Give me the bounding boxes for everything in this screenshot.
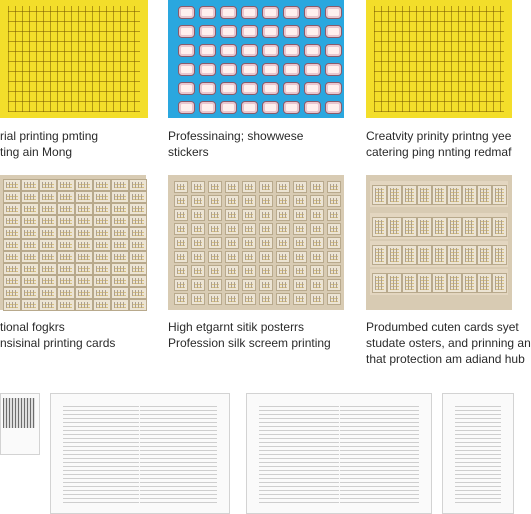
poster-tile xyxy=(259,293,273,305)
poster-tile xyxy=(293,223,307,235)
card-tile xyxy=(21,203,39,215)
poster-tile xyxy=(174,223,188,235)
photo-collage-icon xyxy=(3,398,35,428)
sticker-tile xyxy=(262,63,279,76)
poster-tile xyxy=(327,223,341,235)
sticker-tile xyxy=(325,44,342,57)
shelf-item xyxy=(477,217,492,237)
poster-tile xyxy=(276,223,290,235)
poster-tile xyxy=(191,251,205,263)
poster-tile xyxy=(225,209,239,221)
shelf-item xyxy=(387,245,402,265)
poster-tile xyxy=(174,279,188,291)
sticker-tile xyxy=(304,63,321,76)
card-tile xyxy=(129,227,147,239)
shelf-item xyxy=(432,245,447,265)
poster-tile xyxy=(242,251,256,263)
shelf-item xyxy=(477,185,492,205)
gallery-card-6[interactable] xyxy=(366,175,531,366)
poster-tile xyxy=(310,279,324,291)
sticker-tile xyxy=(220,63,237,76)
card-tile xyxy=(57,251,75,263)
sticker-tile xyxy=(325,6,342,19)
card-tile xyxy=(111,215,129,227)
shelf-item xyxy=(447,217,462,237)
sticker-tile xyxy=(325,63,342,76)
document-thumbnail[interactable] xyxy=(246,393,432,514)
printed-cards-thumbnail[interactable] xyxy=(0,175,146,310)
shelf-item xyxy=(447,273,462,293)
sticker-tile xyxy=(283,63,300,76)
card-tile xyxy=(39,299,57,311)
card-tile xyxy=(21,191,39,203)
poster-tile xyxy=(259,237,273,249)
gallery-card-4[interactable] xyxy=(0,175,150,355)
poster-tile xyxy=(208,223,222,235)
sticker-tile xyxy=(199,63,216,76)
poster-tile xyxy=(174,209,188,221)
poster-tile xyxy=(327,251,341,263)
poster-tile xyxy=(276,279,290,291)
sticker-tile xyxy=(199,6,216,19)
poster-tile xyxy=(208,209,222,221)
poster-tile xyxy=(208,195,222,207)
card-tile xyxy=(21,275,39,287)
shelf-item xyxy=(432,185,447,205)
card-tile xyxy=(111,263,129,275)
card-tile xyxy=(93,227,111,239)
card-caption: High etgarnt sitik posterrs Profession silk screem printing xyxy=(168,320,331,350)
card-tile xyxy=(3,227,21,239)
shelf-item xyxy=(372,185,387,205)
sticker-tile xyxy=(178,63,195,76)
document-thumbnail[interactable] xyxy=(442,393,514,514)
card-tile xyxy=(111,191,129,203)
card-tile xyxy=(129,203,147,215)
shelf-item xyxy=(417,273,432,293)
sticker-tile xyxy=(178,101,195,114)
card-caption: tional fogkrs nsisinal printing cards xyxy=(0,320,116,350)
gallery-card-3[interactable] xyxy=(366,0,512,165)
card-tile xyxy=(93,215,111,227)
card-tile xyxy=(3,299,21,311)
sticker-tile xyxy=(304,82,321,95)
shelf-item xyxy=(432,273,447,293)
sticker-tile xyxy=(262,25,279,38)
card-tile xyxy=(21,239,39,251)
shelf-item xyxy=(402,245,417,265)
poster-tile xyxy=(259,251,273,263)
card-tile xyxy=(21,299,39,311)
poster-tile xyxy=(174,181,188,193)
poster-tile xyxy=(242,265,256,277)
sticker-tile xyxy=(262,101,279,114)
sticker-tile xyxy=(220,82,237,95)
sticker-tile xyxy=(178,25,195,38)
poster-tile xyxy=(293,265,307,277)
sticker-tile xyxy=(220,101,237,114)
display-shelf-thumbnail[interactable] xyxy=(366,175,512,310)
sticker-tile xyxy=(283,6,300,19)
card-tile xyxy=(39,287,57,299)
poster-tile xyxy=(276,195,290,207)
sticker-tile xyxy=(283,101,300,114)
poster-tile xyxy=(310,251,324,263)
card-tile xyxy=(3,251,21,263)
card-tile xyxy=(111,299,129,311)
shelf-item xyxy=(447,185,462,205)
card-tile xyxy=(21,215,39,227)
poster-tile xyxy=(225,279,239,291)
card-tile xyxy=(93,251,111,263)
poster-tile xyxy=(293,293,307,305)
card-tile xyxy=(21,287,39,299)
card-tile xyxy=(3,179,21,191)
card-tile xyxy=(129,299,147,311)
card-tile xyxy=(21,263,39,275)
poster-tile xyxy=(191,265,205,277)
card-tile xyxy=(57,299,75,311)
card-tile xyxy=(57,215,75,227)
gallery-card-2[interactable] xyxy=(168,0,348,165)
card-tile xyxy=(75,215,93,227)
shelf-item xyxy=(372,245,387,265)
card-tile xyxy=(39,227,57,239)
poster-tile xyxy=(242,209,256,221)
poster-tile xyxy=(310,181,324,193)
shelf-item xyxy=(462,217,477,237)
poster-tile xyxy=(174,251,188,263)
card-tile xyxy=(75,191,93,203)
poster-tile xyxy=(293,209,307,221)
poster-tile xyxy=(327,279,341,291)
shelf-item xyxy=(387,273,402,293)
card-tile xyxy=(57,287,75,299)
poster-tile xyxy=(259,279,273,291)
sticker-tile xyxy=(178,82,195,95)
poster-tile xyxy=(191,237,205,249)
poster-tile xyxy=(208,181,222,193)
card-tile xyxy=(111,227,129,239)
sticker-tile xyxy=(220,6,237,19)
card-tile xyxy=(93,239,111,251)
card-tile xyxy=(111,239,129,251)
card-tile xyxy=(3,239,21,251)
card-tile xyxy=(57,227,75,239)
sticker-tile xyxy=(199,82,216,95)
card-tile xyxy=(39,251,57,263)
shelf-item xyxy=(387,217,402,237)
card-tile xyxy=(93,179,111,191)
card-tile xyxy=(111,251,129,263)
card-tile xyxy=(39,275,57,287)
card-tile xyxy=(75,299,93,311)
card-caption: Produmbed cuten cards syet studate osters, and prinning an that protection am adiand hub xyxy=(366,320,531,366)
poster-tile xyxy=(276,293,290,305)
card-tile xyxy=(75,287,93,299)
card-tile xyxy=(129,287,147,299)
card-tile xyxy=(3,287,21,299)
poster-tile xyxy=(191,279,205,291)
poster-tile xyxy=(174,237,188,249)
card-tile xyxy=(57,179,75,191)
shelf-item xyxy=(492,217,507,237)
poster-tile xyxy=(276,237,290,249)
poster-tile xyxy=(259,209,273,221)
shelf-item xyxy=(402,217,417,237)
poster-tile xyxy=(310,237,324,249)
gallery-card-1[interactable] xyxy=(0,0,150,165)
shelf-item xyxy=(447,245,462,265)
poster-tile xyxy=(259,265,273,277)
card-tile xyxy=(75,239,93,251)
sticker-tile xyxy=(304,101,321,114)
card-tile xyxy=(93,263,111,275)
poster-tile xyxy=(310,209,324,221)
card-tile xyxy=(93,287,111,299)
poster-tile xyxy=(208,237,222,249)
poster-tile xyxy=(242,279,256,291)
card-tile xyxy=(39,263,57,275)
gallery-card-5[interactable] xyxy=(168,175,348,355)
card-tile xyxy=(39,215,57,227)
card-tile xyxy=(39,239,57,251)
sticker-tile xyxy=(241,25,258,38)
shelf-item xyxy=(387,185,402,205)
sticker-tile xyxy=(262,44,279,57)
poster-tile xyxy=(327,237,341,249)
card-caption: Creatvity prinity printng yee catering ping nnting redmaf xyxy=(366,129,512,159)
shelf-item xyxy=(462,185,477,205)
sticker-tile xyxy=(283,25,300,38)
shelf-item xyxy=(372,217,387,237)
sticker-tile xyxy=(220,44,237,57)
poster-tile xyxy=(259,181,273,193)
card-tile xyxy=(21,251,39,263)
card-tile xyxy=(57,263,75,275)
poster-tile xyxy=(310,293,324,305)
poster-tile xyxy=(293,251,307,263)
card-tile xyxy=(129,179,147,191)
document-thumbnail[interactable] xyxy=(0,393,40,455)
printed-sheet-thumbnail[interactable] xyxy=(0,0,148,118)
poster-tile xyxy=(259,223,273,235)
shelf-item xyxy=(417,185,432,205)
card-tile xyxy=(111,275,129,287)
poster-tile xyxy=(259,195,273,207)
card-tile xyxy=(75,263,93,275)
sticker-tile xyxy=(199,44,216,57)
sticker-tile xyxy=(262,82,279,95)
sticker-tile xyxy=(304,44,321,57)
card-tile xyxy=(129,275,147,287)
card-tile xyxy=(75,251,93,263)
poster-tile xyxy=(225,251,239,263)
sticker-tile xyxy=(325,25,342,38)
sticker-tile xyxy=(325,82,342,95)
card-tile xyxy=(3,263,21,275)
sticker-tile xyxy=(283,44,300,57)
poster-tile xyxy=(225,293,239,305)
sticker-tile xyxy=(178,6,195,19)
poster-tile xyxy=(293,195,307,207)
poster-tile xyxy=(242,223,256,235)
card-tile xyxy=(75,227,93,239)
sticker-tile xyxy=(241,101,258,114)
shelf-item xyxy=(492,273,507,293)
poster-tile xyxy=(242,195,256,207)
sticker-tile xyxy=(220,25,237,38)
card-tile xyxy=(129,239,147,251)
shelf-item xyxy=(432,217,447,237)
card-tile xyxy=(3,191,21,203)
document-thumbnail[interactable] xyxy=(50,393,230,514)
poster-tile xyxy=(327,209,341,221)
card-tile xyxy=(57,239,75,251)
shelf-item xyxy=(417,217,432,237)
card-tile xyxy=(57,203,75,215)
sticker-tile xyxy=(304,25,321,38)
poster-tile xyxy=(293,181,307,193)
card-caption: Professinaing; showwese stickers xyxy=(168,129,304,159)
poster-tile xyxy=(293,237,307,249)
sticker-sheet-thumbnail[interactable] xyxy=(168,0,344,118)
sticker-tile xyxy=(241,44,258,57)
poster-tile xyxy=(191,209,205,221)
poster-tile xyxy=(310,195,324,207)
shelf-item xyxy=(372,273,387,293)
card-tile xyxy=(129,263,147,275)
card-tile xyxy=(111,287,129,299)
poster-tile xyxy=(310,223,324,235)
poster-tile xyxy=(208,265,222,277)
poster-tile xyxy=(225,237,239,249)
poster-tile xyxy=(174,265,188,277)
sticker-tile xyxy=(283,82,300,95)
card-tile xyxy=(93,299,111,311)
card-tile xyxy=(75,179,93,191)
card-tile xyxy=(111,179,129,191)
sticker-tile xyxy=(241,6,258,19)
card-tile xyxy=(39,203,57,215)
poster-tile xyxy=(208,279,222,291)
poster-tile xyxy=(191,293,205,305)
poster-tile xyxy=(276,265,290,277)
card-tile xyxy=(21,227,39,239)
shelf-item xyxy=(492,245,507,265)
card-tile xyxy=(75,275,93,287)
card-tile xyxy=(3,275,21,287)
poster-tile xyxy=(276,209,290,221)
printed-sheet-thumbnail[interactable] xyxy=(366,0,512,118)
card-tile xyxy=(57,191,75,203)
sticker-tile xyxy=(199,25,216,38)
card-tile xyxy=(21,179,39,191)
card-tile xyxy=(93,275,111,287)
card-tile xyxy=(57,275,75,287)
shelf-item xyxy=(462,273,477,293)
card-caption: rial printing pmting ting ain Mong xyxy=(0,129,99,159)
poster-tile xyxy=(276,181,290,193)
poster-tile xyxy=(191,181,205,193)
poster-grid-thumbnail[interactable] xyxy=(168,175,344,310)
shelf-item xyxy=(477,273,492,293)
poster-tile xyxy=(242,237,256,249)
sticker-tile xyxy=(241,82,258,95)
poster-tile xyxy=(174,195,188,207)
poster-tile xyxy=(293,279,307,291)
sticker-tile xyxy=(304,6,321,19)
card-tile xyxy=(3,215,21,227)
poster-tile xyxy=(191,195,205,207)
card-tile xyxy=(129,191,147,203)
shelf-item xyxy=(492,185,507,205)
card-tile xyxy=(3,203,21,215)
poster-tile xyxy=(327,265,341,277)
poster-tile xyxy=(310,265,324,277)
card-tile xyxy=(129,251,147,263)
poster-tile xyxy=(225,223,239,235)
card-tile xyxy=(111,203,129,215)
poster-tile xyxy=(242,181,256,193)
shelf-item xyxy=(402,273,417,293)
card-tile xyxy=(39,179,57,191)
poster-tile xyxy=(276,251,290,263)
shelf-item xyxy=(417,245,432,265)
card-tile xyxy=(93,191,111,203)
sticker-tile xyxy=(241,63,258,76)
poster-tile xyxy=(225,265,239,277)
shelf-item xyxy=(402,185,417,205)
poster-tile xyxy=(208,293,222,305)
shelf-item xyxy=(477,245,492,265)
poster-tile xyxy=(208,251,222,263)
poster-tile xyxy=(327,293,341,305)
card-tile xyxy=(129,215,147,227)
sticker-tile xyxy=(178,44,195,57)
shelf-item xyxy=(462,245,477,265)
poster-tile xyxy=(327,181,341,193)
card-tile xyxy=(93,203,111,215)
poster-tile xyxy=(225,195,239,207)
sticker-tile xyxy=(325,101,342,114)
card-tile xyxy=(75,203,93,215)
sticker-tile xyxy=(262,6,279,19)
poster-tile xyxy=(242,293,256,305)
poster-tile xyxy=(225,181,239,193)
card-tile xyxy=(39,191,57,203)
poster-tile xyxy=(327,195,341,207)
sticker-tile xyxy=(199,101,216,114)
poster-tile xyxy=(191,223,205,235)
poster-tile xyxy=(174,293,188,305)
